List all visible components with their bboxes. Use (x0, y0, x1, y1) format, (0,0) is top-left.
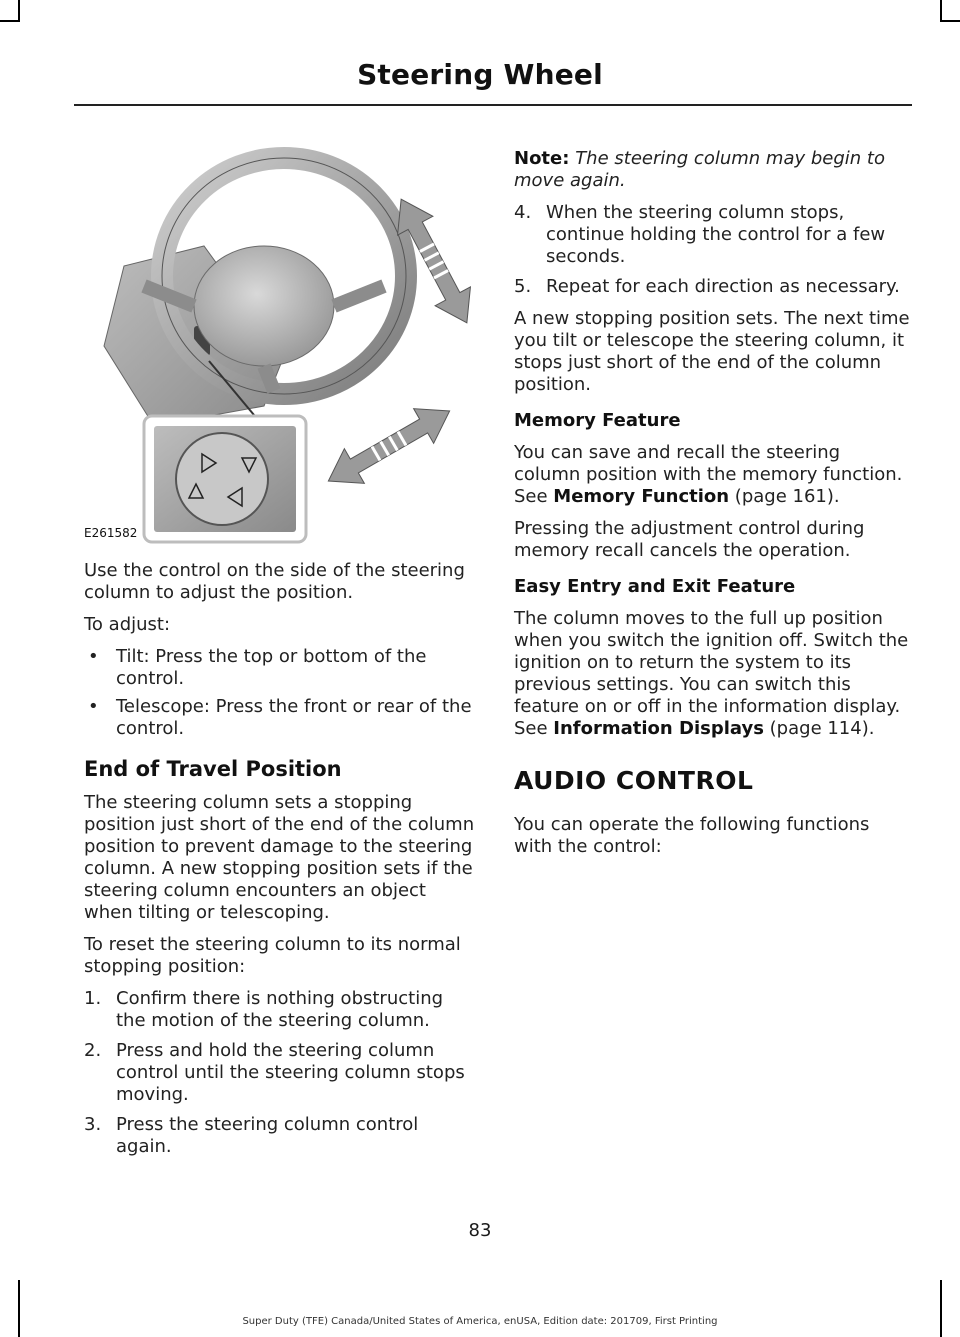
audio-control-paragraph: You can operate the following functions with the control: (514, 814, 870, 857)
list-item (84, 988, 476, 1032)
easy-entry-heading: Easy Entry and Exit Feature (514, 576, 796, 597)
easy-entry-text: The column moves to the full up position when you switch the ignition off. Switch the ignition on to return the system to its previous settings. You can switch this feature on or off in the information display. See (514, 608, 909, 739)
list-item: • Telescope: Press the front or rear of the control. (84, 696, 476, 740)
reset-paragraph: To reset the steering column to its normal stopping position: (84, 934, 461, 977)
continue-steps (514, 202, 912, 298)
list-item (514, 276, 912, 298)
header-divider (74, 104, 912, 106)
crop-mark (18, 0, 20, 22)
crop-mark (940, 0, 942, 22)
adjust-list (84, 646, 476, 740)
step-text: Confirm there is nothing obstructing the motion of the steering column. (116, 988, 444, 1031)
step-text: Press and hold the steering column control until the steering column stops moving. (116, 1040, 465, 1105)
page-number: 83 (468, 1220, 492, 1241)
note-text: The steering column may begin to move again. (514, 148, 885, 191)
new-stop-paragraph: A new stopping position sets. The next time you tilt or telescope the steering column, it stops just short of the end of the column position. (514, 308, 910, 395)
step-text: Press the steering column control again. (116, 1114, 419, 1157)
crop-mark (18, 1280, 20, 1337)
steering-wheel-illustration (84, 136, 476, 546)
step-number: 5. (514, 276, 532, 297)
crop-mark (940, 1280, 942, 1337)
step-number: 2. (84, 1040, 102, 1061)
memory-page-ref: (page 161). (729, 486, 840, 507)
step-text: When the steering column stops, continue holding the control for a few seconds. (546, 202, 886, 267)
easy-entry-paragraph (514, 608, 912, 740)
audio-control-heading: AUDIO CONTROL (514, 766, 754, 795)
step-text: Repeat for each direction as necessary. (546, 276, 900, 297)
right-column (514, 148, 912, 868)
end-of-travel-paragraph: The steering column sets a stopping position just short of the end of the column position to prevent damage to the steering column. A new stopping position sets if the steering column encounters an object when tilting or telescoping. (84, 792, 475, 923)
step-number: 4. (514, 202, 532, 223)
intro-paragraph: Use the control on the side of the steering column to adjust the position. (84, 560, 465, 603)
memory-paragraph (514, 442, 912, 508)
list-item (84, 1040, 476, 1106)
information-displays-link[interactable]: Information Displays (553, 718, 764, 739)
note-label: Note: (514, 148, 570, 169)
memory-feature-heading: Memory Feature (514, 410, 681, 431)
step-number: 3. (84, 1114, 102, 1135)
page-title: Steering Wheel (357, 58, 603, 91)
step-number: 1. (84, 988, 102, 1009)
footer-text: Super Duty (TFE) Canada/United States of America, enUSA, Edition date: 201709, First Printing (242, 1316, 718, 1327)
list-item: • Tilt: Press the top or bottom of the control. (84, 646, 476, 690)
list-item (84, 1114, 476, 1158)
memory-recall-paragraph: Pressing the adjustment control during memory recall cancels the operation. (514, 518, 865, 561)
reset-steps (84, 988, 476, 1158)
figure-code: E261582 (84, 526, 138, 540)
list-item (514, 202, 912, 268)
memory-text: You can save and recall the steering column position with the memory function. See (514, 442, 903, 507)
end-of-travel-heading: End of Travel Position (84, 757, 342, 781)
memory-function-link[interactable]: Memory Function (553, 486, 730, 507)
easy-entry-page-ref: (page 114). (763, 718, 875, 739)
crop-mark (0, 20, 20, 22)
to-adjust-label: To adjust: (84, 614, 171, 635)
left-column (84, 136, 476, 1168)
note (514, 148, 912, 192)
steering-wheel-figure (84, 136, 476, 546)
crop-mark (940, 20, 960, 22)
